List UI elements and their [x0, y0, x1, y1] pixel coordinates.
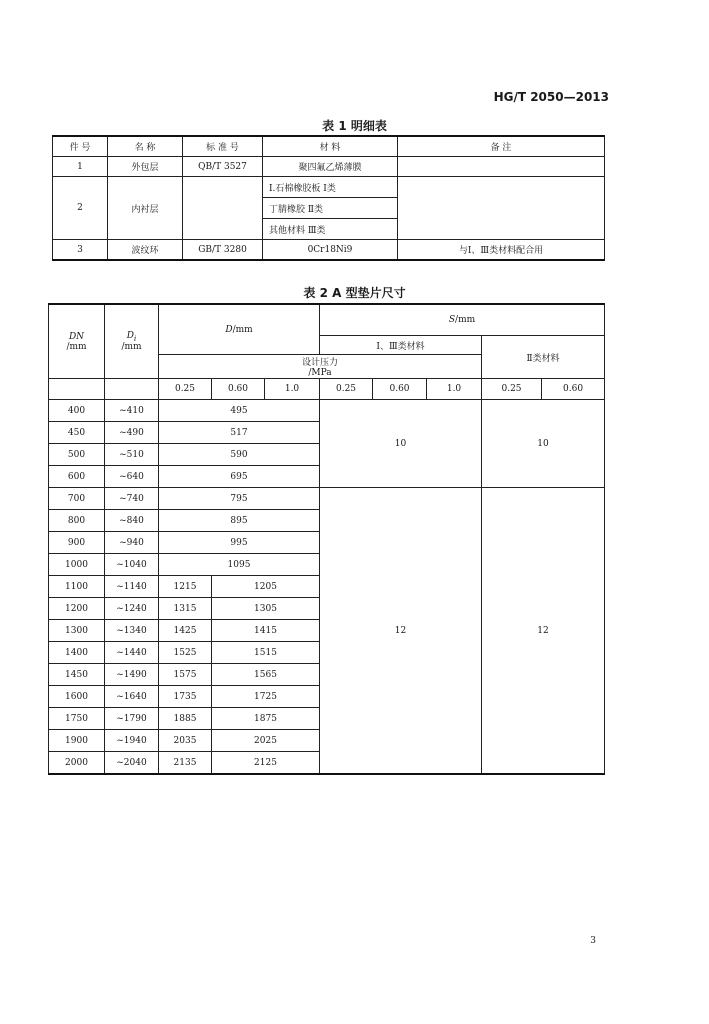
pressure-cell: 1.0 [265, 379, 320, 400]
header-standard: 标 准 号 [183, 136, 263, 157]
part-standard: QB/T 3527 [183, 157, 263, 177]
part-remark [398, 157, 605, 177]
s-cell: 10 [320, 400, 482, 488]
d-cell: 2025 [212, 730, 320, 752]
part-no: 3 [53, 240, 108, 261]
dn-cell: 1900 [49, 730, 105, 752]
dn-cell: 900 [49, 532, 105, 554]
d-cell: 1725 [212, 686, 320, 708]
table2-header-row [49, 304, 605, 336]
dn-cell: 500 [49, 444, 105, 466]
dn-cell: 700 [49, 488, 105, 510]
d-cell: 495 [159, 400, 320, 422]
di-cell: ~1490 [105, 664, 159, 686]
dn-cell: 1750 [49, 708, 105, 730]
pressure-cell [105, 379, 159, 400]
s-cell: 12 [320, 488, 482, 775]
d-cell: 1515 [212, 642, 320, 664]
part-name: 内衬层 [108, 177, 183, 240]
header-material-2: Ⅱ类材料 [482, 336, 605, 379]
d-cell: 1415 [212, 620, 320, 642]
di-cell: ~1790 [105, 708, 159, 730]
dn-cell: 1450 [49, 664, 105, 686]
header-s: S/mm [320, 304, 605, 336]
header-d: D/mm [159, 304, 320, 355]
header-part-no: 件 号 [53, 136, 108, 157]
d-cell: 1305 [212, 598, 320, 620]
pressure-cell: 0.25 [482, 379, 542, 400]
d-cell: 795 [159, 488, 320, 510]
dn-cell: 400 [49, 400, 105, 422]
di-cell: ~1640 [105, 686, 159, 708]
part-no: 1 [53, 157, 108, 177]
pressure-cell: 0.25 [320, 379, 373, 400]
dn-cell: 1400 [49, 642, 105, 664]
di-cell: ~940 [105, 532, 159, 554]
d-cell: 1885 [159, 708, 212, 730]
pressure-cell: 0.60 [212, 379, 265, 400]
d-cell: 2125 [212, 752, 320, 775]
pressure-cell: 0.25 [159, 379, 212, 400]
table1-header-row [53, 136, 605, 157]
table-row [53, 177, 605, 198]
header-remark: 备 注 [398, 136, 605, 157]
table2-body [49, 400, 605, 775]
header-di: $D_i$ /mm [105, 304, 159, 379]
dn-cell: 1300 [49, 620, 105, 642]
di-cell: ~840 [105, 510, 159, 532]
di-cell: ~410 [105, 400, 159, 422]
dn-cell: 1200 [49, 598, 105, 620]
part-material: 0Cr18Ni9 [263, 240, 398, 261]
d-cell: 1875 [212, 708, 320, 730]
part-material: 其他材料 Ⅲ类 [263, 219, 398, 240]
parts-list-table [52, 135, 605, 261]
d-cell: 2135 [159, 752, 212, 775]
di-cell: ~740 [105, 488, 159, 510]
part-remark [398, 177, 605, 240]
part-material: 聚四氟乙烯薄膜 [263, 157, 398, 177]
d-cell: 1315 [159, 598, 212, 620]
dn-cell: 1600 [49, 686, 105, 708]
d-cell: 1425 [159, 620, 212, 642]
table-row [49, 488, 605, 510]
d-cell: 895 [159, 510, 320, 532]
d-cell: 695 [159, 466, 320, 488]
header-dn: DN /mm [49, 304, 105, 379]
di-cell: ~1240 [105, 598, 159, 620]
di-cell: ~510 [105, 444, 159, 466]
pressure-cell: 0.60 [542, 379, 605, 400]
di-cell: ~1340 [105, 620, 159, 642]
header-name: 名 称 [108, 136, 183, 157]
d-cell: 1565 [212, 664, 320, 686]
header-material-13: Ⅰ、Ⅲ类材料 [320, 336, 482, 355]
table-row [49, 400, 605, 422]
gasket-size-table [48, 303, 605, 775]
di-cell: ~1440 [105, 642, 159, 664]
part-no: 2 [53, 177, 108, 240]
d-cell: 1735 [159, 686, 212, 708]
part-standard [183, 177, 263, 240]
part-material: 丁腈橡胶 Ⅱ类 [263, 198, 398, 219]
dn-cell: 1000 [49, 554, 105, 576]
page-number: 3 [590, 936, 596, 946]
table-row [53, 157, 605, 177]
d-cell: 995 [159, 532, 320, 554]
part-remark: 与Ⅰ、Ⅲ类材料配合用 [398, 240, 605, 261]
standard-code: HG/T 2050—2013 [493, 90, 609, 104]
di-cell: ~490 [105, 422, 159, 444]
d-cell: 1525 [159, 642, 212, 664]
dn-cell: 1100 [49, 576, 105, 598]
di-cell: ~640 [105, 466, 159, 488]
pressure-cell [49, 379, 105, 400]
part-name: 外包层 [108, 157, 183, 177]
d-cell: 1095 [159, 554, 320, 576]
d-cell: 517 [159, 422, 320, 444]
part-material: Ⅰ.石棉橡胶板 Ⅰ类 [263, 177, 398, 198]
d-cell: 1575 [159, 664, 212, 686]
s-cell: 10 [482, 400, 605, 488]
part-name: 波纹环 [108, 240, 183, 261]
header-material: 材 料 [263, 136, 398, 157]
part-standard: GB/T 3280 [183, 240, 263, 261]
di-cell: ~1140 [105, 576, 159, 598]
di-cell: ~1940 [105, 730, 159, 752]
d-cell: 1215 [159, 576, 212, 598]
pressure-cell: 0.60 [373, 379, 427, 400]
dn-cell: 2000 [49, 752, 105, 775]
di-cell: ~2040 [105, 752, 159, 775]
d-cell: 1205 [212, 576, 320, 598]
di-cell: ~1040 [105, 554, 159, 576]
header-pressure: 设计压力 /MPa [159, 355, 482, 379]
pressure-cell: 1.0 [427, 379, 482, 400]
dn-cell: 800 [49, 510, 105, 532]
dn-cell: 600 [49, 466, 105, 488]
table1-caption: 表 1 明细表 [322, 119, 387, 133]
d-cell: 2035 [159, 730, 212, 752]
table2-pressure-row [49, 379, 605, 400]
table2-caption: 表 2 A 型垫片尺寸 [303, 286, 406, 300]
d-cell: 590 [159, 444, 320, 466]
table-row [53, 240, 605, 261]
s-cell: 12 [482, 488, 605, 775]
dn-cell: 450 [49, 422, 105, 444]
